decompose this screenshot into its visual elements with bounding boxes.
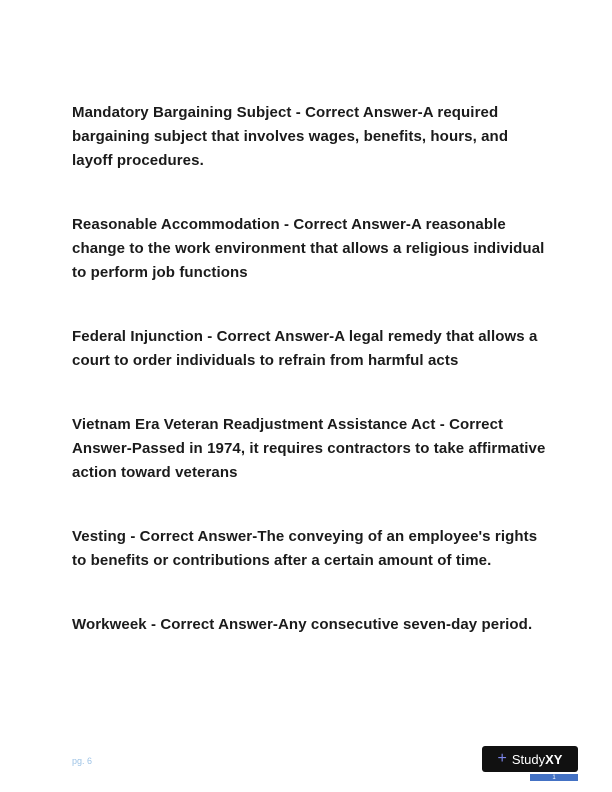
page-number-label: pg. 6 — [72, 756, 93, 766]
studyxy-logo-text — [512, 753, 563, 766]
logo-text-xy: XY — [545, 751, 563, 767]
studyxy-logo — [482, 746, 578, 772]
definition-paragraph: Workweek - Correct Answer-Any consecutive seven-day period. — [72, 616, 533, 633]
document-body — [72, 101, 550, 677]
definition-paragraph: Reasonable Accommodation - Correct Answer-A reasonable change to the work environment that allows a religious individual to perform job functions — [72, 216, 545, 281]
logo-text-study: Study — [511, 751, 546, 767]
logo-substrip: 1 — [530, 774, 578, 781]
plus-icon: + — [497, 749, 507, 767]
definition-paragraph: Vesting - Correct Answer-The conveying of an employee's rights to benefits or contributions after a certain amount of time. — [72, 528, 538, 569]
definition-paragraph: Vietnam Era Veteran Readjustment Assistance Act - Correct Answer-Passed in 1974, it requires contractors to take affirmative action toward veterans — [72, 416, 546, 481]
definition-paragraph: Mandatory Bargaining Subject - Correct Answer-A required bargaining subject that involves wages, benefits, hours, and layoff procedures. — [72, 104, 509, 169]
definition-paragraph: Federal Injunction - Correct Answer-A legal remedy that allows a court to order individuals to refrain from harmful acts — [72, 328, 538, 369]
